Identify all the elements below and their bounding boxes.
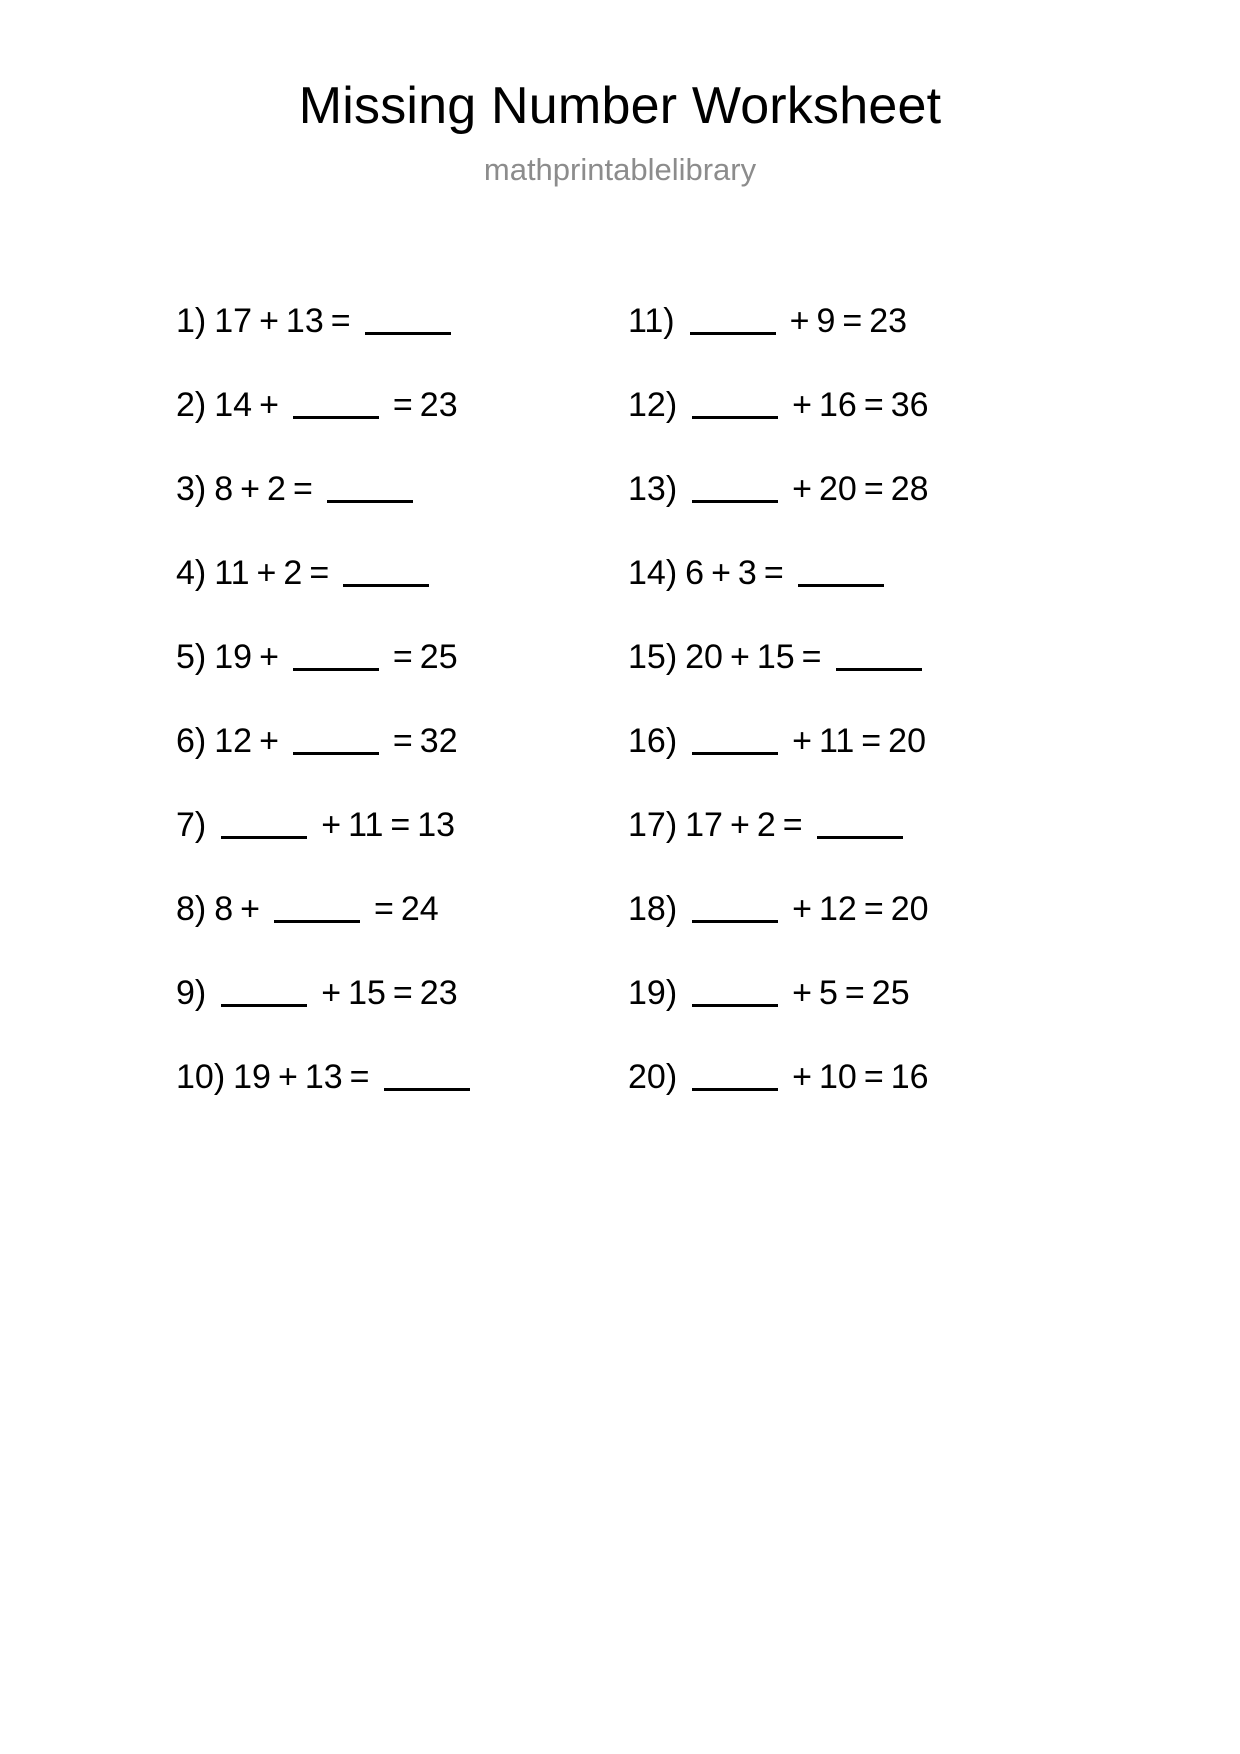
operand-b: 3 <box>737 554 757 593</box>
problem-number: 6) <box>176 722 207 761</box>
problem-number: 18) <box>628 890 678 929</box>
operand-b: 13 <box>304 1058 343 1097</box>
result-value: 36 <box>890 386 929 425</box>
result-value: 20 <box>890 890 929 929</box>
operand-b: 16 <box>819 386 857 425</box>
equals-operator: = <box>863 470 884 509</box>
result-value: 25 <box>419 638 458 677</box>
problem-item <box>628 279 1088 363</box>
equals-operator: = <box>392 722 413 761</box>
plus-operator: + <box>792 470 812 509</box>
answer-blank-operand-a[interactable] <box>692 980 778 1007</box>
operand-b: 2 <box>267 470 286 509</box>
equals-operator: = <box>374 890 394 929</box>
plus-operator: + <box>729 806 750 845</box>
operand-b: 13 <box>285 302 324 341</box>
equals-operator: = <box>842 302 863 341</box>
problem-item <box>176 615 628 699</box>
equals-operator: = <box>861 722 882 761</box>
problem-number: 10) <box>176 1058 226 1097</box>
operand-b: 9 <box>816 302 836 341</box>
problem-item <box>176 951 628 1035</box>
equals-operator: = <box>392 974 413 1013</box>
operand-b: 10 <box>819 1058 857 1097</box>
plus-operator: + <box>256 554 277 593</box>
answer-blank-result[interactable] <box>343 560 429 587</box>
plus-operator: + <box>277 1058 298 1097</box>
plus-operator: + <box>711 554 731 593</box>
result-value: 23 <box>419 386 458 425</box>
problem-item <box>176 447 628 531</box>
problem-number: 5) <box>176 638 207 677</box>
operand-a: 11 <box>214 554 250 593</box>
operand-b: 12 <box>819 890 857 929</box>
plus-operator: + <box>729 638 750 677</box>
problem-item <box>628 699 1088 783</box>
answer-blank-operand-a[interactable] <box>692 896 778 923</box>
answer-blank-operand-a[interactable] <box>221 812 307 839</box>
operand-b: 2 <box>283 554 303 593</box>
answer-blank-result[interactable] <box>817 812 903 839</box>
equals-operator: = <box>349 1058 370 1097</box>
problem-number: 4) <box>176 554 207 593</box>
answer-blank-result[interactable] <box>798 560 884 587</box>
operand-b: 15 <box>348 974 386 1013</box>
problem-number: 9) <box>176 974 207 1013</box>
problem-item <box>176 363 628 447</box>
problem-number: 13) <box>628 470 678 509</box>
operand-a: 17 <box>214 302 253 341</box>
operand-a: 14 <box>214 386 253 425</box>
problem-item <box>176 279 628 363</box>
equals-operator: = <box>392 638 413 677</box>
result-value: 28 <box>890 470 929 509</box>
answer-blank-operand-a[interactable] <box>692 1064 778 1091</box>
problem-item <box>628 447 1088 531</box>
equals-operator: = <box>863 1058 884 1097</box>
operand-b: 2 <box>756 806 776 845</box>
problem-item <box>628 867 1088 951</box>
problem-number: 11) <box>628 302 675 341</box>
operand-a: 6 <box>685 554 705 593</box>
equals-operator: = <box>292 470 313 509</box>
problem-item <box>628 531 1088 615</box>
answer-blank-operand-a[interactable] <box>692 476 778 503</box>
result-value: 16 <box>890 1058 929 1097</box>
answer-blank-result[interactable] <box>836 644 922 671</box>
equals-operator: = <box>330 302 351 341</box>
problem-item <box>628 1035 1088 1119</box>
operand-b: 11 <box>819 722 855 761</box>
equals-operator: = <box>763 554 784 593</box>
problem-item <box>176 783 628 867</box>
problem-number: 20) <box>628 1058 678 1097</box>
result-value: 32 <box>419 722 458 761</box>
result-value: 13 <box>417 806 456 845</box>
problem-item <box>628 783 1088 867</box>
answer-blank-operand-b[interactable] <box>274 896 360 923</box>
problem-item <box>176 699 628 783</box>
problem-number: 1) <box>176 302 207 341</box>
result-value: 23 <box>419 974 458 1013</box>
operand-b: 11 <box>348 806 384 845</box>
operand-a: 17 <box>685 806 723 845</box>
answer-blank-operand-b[interactable] <box>293 392 379 419</box>
plus-operator: + <box>240 890 261 929</box>
problem-column-left <box>176 279 628 1119</box>
problem-number: 15) <box>628 638 678 677</box>
problem-columns <box>0 279 1240 1119</box>
operand-a: 8 <box>214 890 234 929</box>
operand-b: 15 <box>756 638 795 677</box>
problem-number: 7) <box>176 806 207 845</box>
equals-operator: = <box>392 386 413 425</box>
problem-number: 8) <box>176 890 207 929</box>
operand-a: 20 <box>685 638 723 677</box>
operand-b: 20 <box>819 470 857 509</box>
operand-a: 19 <box>214 638 253 677</box>
result-value: 25 <box>871 974 910 1013</box>
plus-operator: + <box>792 1058 812 1097</box>
plus-operator: + <box>321 974 342 1013</box>
plus-operator: + <box>321 806 342 845</box>
plus-operator: + <box>259 386 279 425</box>
problem-item <box>176 1035 628 1119</box>
equals-operator: = <box>782 806 803 845</box>
answer-blank-operand-a[interactable] <box>221 980 307 1007</box>
operand-a: 8 <box>214 470 234 509</box>
problem-item <box>628 951 1088 1035</box>
answer-blank-operand-a[interactable] <box>692 392 778 419</box>
problem-number: 2) <box>176 386 207 425</box>
problem-number: 16) <box>628 722 678 761</box>
page-subtitle: mathprintablelibrary <box>483 152 757 188</box>
equals-operator: = <box>844 974 865 1013</box>
plus-operator: + <box>259 722 279 761</box>
problem-item <box>176 531 628 615</box>
operand-a: 19 <box>233 1058 271 1097</box>
answer-blank-result[interactable] <box>327 476 413 503</box>
problem-number: 14) <box>628 554 678 593</box>
equals-operator: = <box>309 554 330 593</box>
problem-column-right <box>628 279 1088 1119</box>
plus-operator: + <box>792 890 812 929</box>
plus-operator: + <box>259 638 279 677</box>
problem-item <box>628 615 1088 699</box>
plus-operator: + <box>259 302 279 341</box>
equals-operator: = <box>801 638 822 677</box>
answer-blank-operand-b[interactable] <box>293 644 379 671</box>
plus-operator: + <box>792 974 812 1013</box>
operand-a: 12 <box>214 722 253 761</box>
answer-blank-operand-b[interactable] <box>293 728 379 755</box>
plus-operator: + <box>792 722 812 761</box>
problem-item <box>176 867 628 951</box>
operand-b: 5 <box>819 974 838 1013</box>
worksheet-header <box>0 0 1240 187</box>
equals-operator: = <box>390 806 411 845</box>
result-value: 20 <box>888 722 926 761</box>
problem-number: 19) <box>628 974 678 1013</box>
plus-operator: + <box>240 470 261 509</box>
problem-number: 12) <box>628 386 678 425</box>
problem-item <box>628 363 1088 447</box>
answer-blank-operand-a[interactable] <box>690 308 776 335</box>
result-value: 23 <box>869 302 908 341</box>
result-value: 24 <box>400 890 439 929</box>
page-title: Missing Number Worksheet <box>298 77 942 135</box>
equals-operator: = <box>863 386 884 425</box>
problem-number: 17) <box>628 806 678 845</box>
answer-blank-result[interactable] <box>365 308 451 335</box>
answer-blank-operand-a[interactable] <box>692 728 778 755</box>
problem-number: 3) <box>176 470 207 509</box>
answer-blank-result[interactable] <box>384 1064 470 1091</box>
plus-operator: + <box>789 302 810 341</box>
plus-operator: + <box>792 386 812 425</box>
equals-operator: = <box>863 890 884 929</box>
